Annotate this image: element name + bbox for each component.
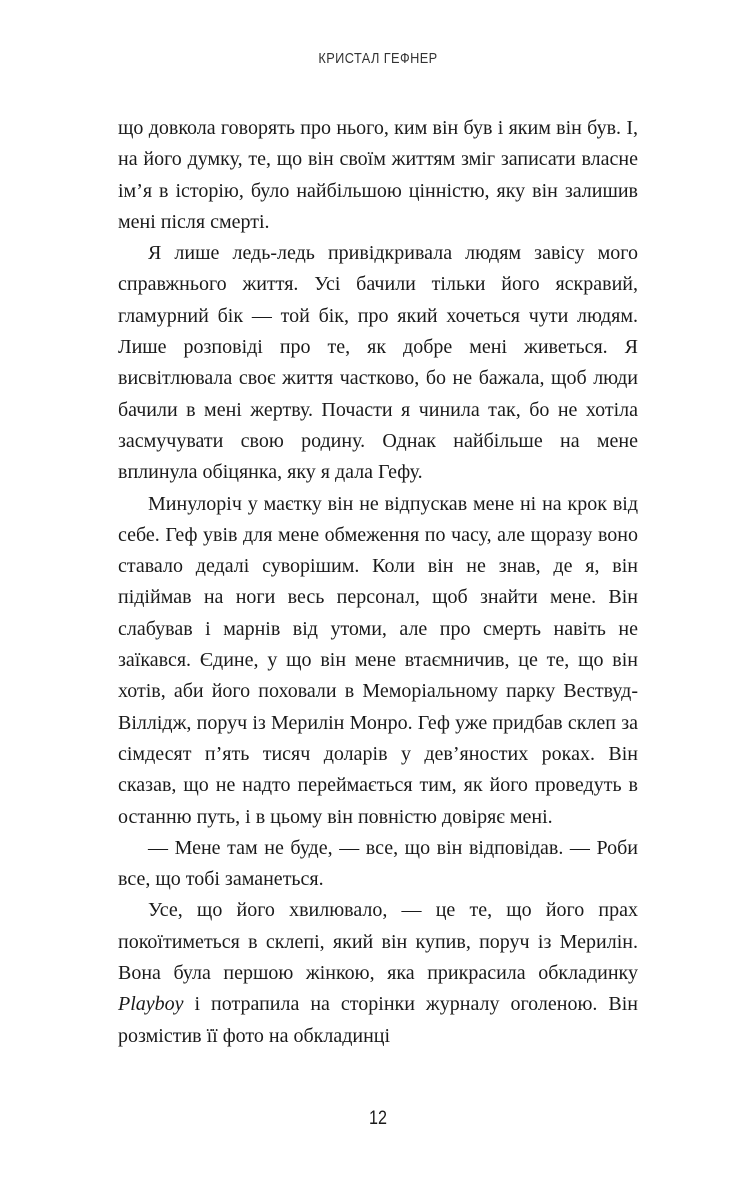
paragraph: Минулоріч у маєтку він не відпускав мене ні на крок від себе. Геф увів для мене обмеження по часу, але щоразу воно ставало дедалі суворішим. Коли він не знав, де я, він підіймав на ноги весь персонал, щоб знайти мене. Він слабував і марнів від утоми, але про смерть навіть не заїкався. Єдине, у що він мене втаємничив, це те, що він хотів, аби його поховали в Меморіальному парку Вествуд-Віллідж, поруч із Мерилін Монро. Геф уже придбав склеп за сімдесят п’ять тисяч доларів у дев’яностих роках. Він сказав, що не надто переймається тим, як його проведуть в останню путь, і в цьому він повністю довіряє мені. bbox=[118, 492, 638, 828]
paragraph bbox=[118, 895, 638, 1051]
paragraph-text: і потрапила на сторінки журналу оголеною. Він розмістив її фото на обкладинці bbox=[118, 993, 638, 1047]
magazine-title: Playboy bbox=[118, 993, 184, 1016]
paragraph-dialogue: — Мене там не буде, — все, що він відповідав. — Роби все, що тобі заманеться. bbox=[118, 836, 638, 891]
paragraph-text: Усе, що його хвилювало, — це те, що його прах покоїтиметься в склепі, який він купив, поруч із Мерилін. Вона була першою жінкою, яка прикрасила обкладинку bbox=[118, 899, 638, 985]
page-number: 12 bbox=[369, 1108, 387, 1129]
body-text bbox=[118, 113, 638, 1052]
running-head: КРИСТАЛ ГЕФНЕР bbox=[318, 50, 438, 67]
paragraph: що довкола говорять про нього, ким він був і яким він був. І, на його думку, те, що він своїм життям зміг записати власне ім’я в історію, було найбільшою цінністю, яку він залишив мені після смерті. bbox=[118, 117, 638, 233]
paragraph: Я лише ледь-ледь привідкривала людям завісу мого справжнього життя. Усі бачили тільки його яскравий, гламурний бік — той бік, про який хочеться чути людям. Лише розповіді про те, як добре мені живеться. Я висвітлювала своє життя частково, бо не бажала, щоб люди бачили в мені жертву. Почасти я чинила так, бо не хотіла засмучувати свою родину. Однак найбільше на мене вплинула обіцянка, яку я дала Гефу. bbox=[118, 242, 638, 484]
